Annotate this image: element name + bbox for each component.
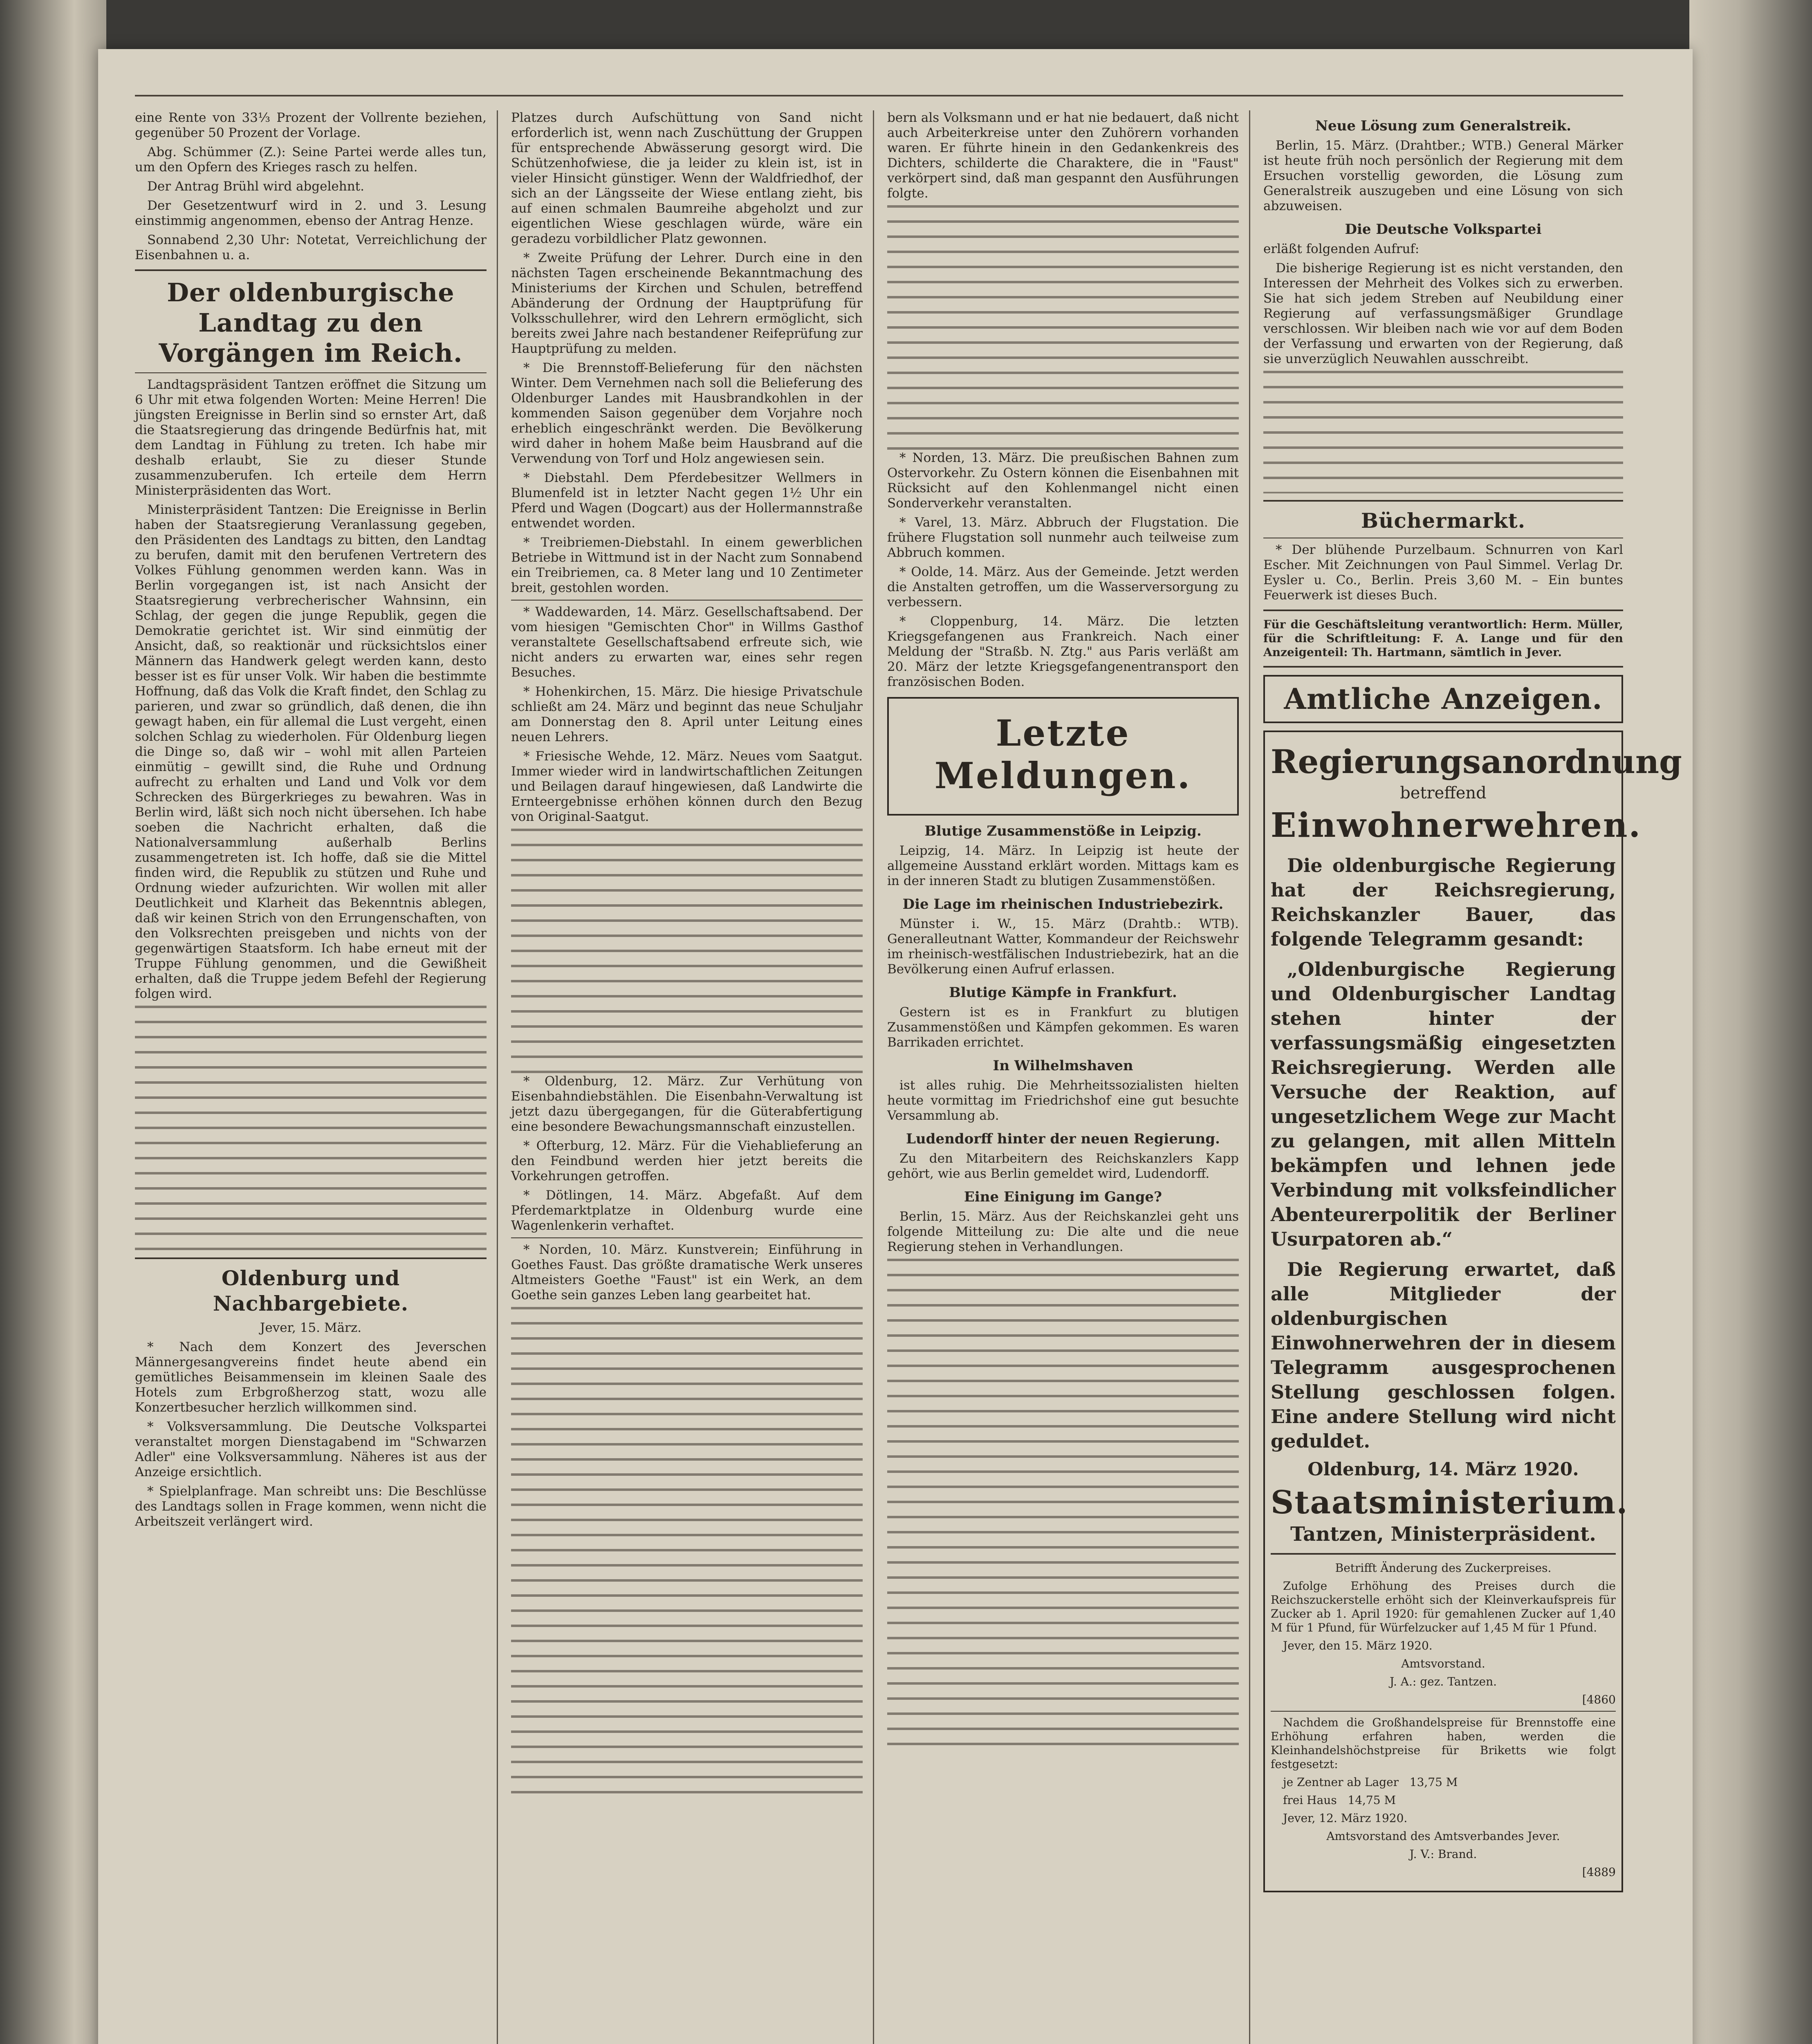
article-paragraph: Ministerpräsident Tantzen: Die Ereignisse in Berlin haben der Staatsregierung Veranlassung gegeben, den Präsidenten des Landtags zu bitten, den Landtag zu berufen, damit mit den berufenen Vertretern des Volkes Fühlung genommen werden kann. Was in Berlin vorgegangen ist, ist nach Ansicht der Staatsregierung verbrecherischer Wahnsinn, ein Schlag, der gegen die junge Republik, gegen die Demokratie gerichtet ist. Wir sind einmütig der Ansicht, daß, so reaktionär und rücksichtslos einer Männern das Handwerk gelegt werden kann, desto besser ist es für unser Volk. Wir haben die bestimmte Hoffnung, daß das Volk die Kraft findet, den Schlag zu parieren, und zwar so gründlich, daß denen, die ihn gewagt haben, ein für allemal die Lust vergeht, einen solchen Schlag zu wiederholen. Für Oldenburg liegen die Dinge so, daß wir – wohl mit allen Parteien einmütig – gewillt sind, die Ruhe und Ordnung aufrecht zu erhalten und Land und Volk vor dem Schrecken des Bürgerkrieges zu bewahren. Was in Berlin wird, läßt sich noch nicht übersehen. Ich habe soeben die Nachricht erhalten, daß die Nationalversammlung außerhalb Berlins zusammengetreten ist. Ich hoffe, daß sie die Mittel finden wird, die Republik zu stützen und Ruhe und Ordnung wieder aufzurichten. Wir wollen mit aller Deutlichkeit und Klarheit das Bekenntnis ablegen, daß wir keinen Strich von den Errungenschaften, von den Volksrechten preisgeben und nichts von der gegenwärtigen Staatsform. Ich habe erneut mit der Truppe Fühlung genommen, und die Gewißheit erhalten, daß die Truppe jedem Befehl der Regierung folgen wird. [135, 502, 487, 1001]
article-paragraph: * Diebstahl. Dem Pferdebesitzer Wellmers in Blumenfeld ist in letzter Nacht gegen 1½ Uhr ein Pferd und Wagen (Dogcart) aus der Hollermannstraße entwendet worden. [511, 471, 863, 531]
ad-authority: Staatsministerium. [1271, 1484, 1628, 1521]
section-divider [1271, 1553, 1616, 1555]
news-heading: Neue Lösung zum Generalstreik. [1315, 118, 1572, 134]
section-divider [1271, 1711, 1616, 1712]
article-paragraph: erläßt folgenden Aufruf: [1263, 242, 1420, 256]
column-2 [511, 110, 863, 2044]
news-text: Gestern ist es in Frankfurt zu blutigen Zusammenstößen und Kämpfen gekommen. Es waren Barrikaden errichtet. [887, 1005, 1239, 1050]
news-text: Münster i. W., 15. März (Drahtb.: WTB). Generalleutnant Watter, Kommandeur der Reichswehr im rheinisch-westfälischen Industriebezirk, hat an die Bevölkerung einen Aufruf erlassen. [887, 917, 1239, 977]
newspaper-sheet [98, 49, 1693, 2044]
article-paragraph: * Hohenkirchen, 15. März. Die hiesige Privatschule schließt am 24. März und beginnt das neue Schuljahr am Donnerstag den 8. April unter Leitung eines neuen Lehrers. [511, 684, 863, 744]
price-value: 13,75 M [1409, 1775, 1458, 1789]
news-heading: Eine Einigung im Gange? [964, 1189, 1162, 1205]
news-text: Berlin, 15. März. Aus der Reichskanzlei geht uns folgende Mitteilung zu: Die alte und die neue Regierung stehen in Verhandlungen. [887, 1209, 1239, 1254]
section-divider [511, 600, 863, 601]
continued-text [1263, 371, 1623, 493]
article-paragraph: * Die Brennstoff-Belieferung für den nächsten Winter. Dem Vernehmen nach soll die Belieferung des Oldenburger Landes mit Hausbrandkohlen in der kommenden Saison gegenüber dem Vorjahre noch erheblich eingeschränkt werden. Die Bevölkerung wird daher in hohem Maße beim Hausbrand auf die Verwendung von Torf und Holz angewiesen sein. [511, 361, 863, 466]
price-line [1271, 1775, 1616, 1789]
next-page-edge [1689, 0, 1812, 2044]
article-paragraph: * Cloppenburg, 14. März. Die letzten Kriegsgefangenen aus Frankreich. Nach einer Meldung der "Straßb. N. Ztg." aus Paris verläßt am 20. März der letzte Kriegsgefangenentransport den französischen Boden. [887, 614, 1239, 689]
ad-paragraph: Die oldenburgische Regierung hat der Reichsregierung, Reichskanzler Bauer, das folgende Telegramm gesandt: [1271, 854, 1616, 950]
notice-number: [4860 [1582, 1693, 1616, 1706]
article-paragraph: Berlin, 15. März. (Drahtber.; WTB.) General Märker ist heute früh noch persönlich der Regierung mit dem Ersuchen vorstellig geworden, die Lösung zum Generalstreik auszugeben und eine Lösung von sich abzuweisen. [1263, 138, 1623, 213]
notice-signed: J. V.: Brand. [1409, 1847, 1477, 1861]
article-paragraph: * Zweite Prüfung der Lehrer. Durch eine in den nächsten Tagen erscheinende Bekanntmachung des Ministeriums der Kirchen und Schulen, betreffend Abänderung der Ordnung der Hauptprüfung für Volksschullehrer, wird den Lehrern ermöglicht, sich bereits zwei Jahre nach bestandener Reifeprüfung zur Hauptprüfung zu melden. [511, 251, 863, 356]
book-binding [0, 0, 106, 2044]
top-rule [135, 95, 1623, 96]
official-notices-heading: Amtliche Anzeigen. [1284, 682, 1603, 716]
regierungsanordnung-ad [1263, 731, 1682, 1892]
news-text: Zu den Mitarbeitern des Reichskanzlers Kapp gehört, wie aus Berlin gemeldet wird, Ludendorff. [887, 1151, 1239, 1181]
column-3 [887, 110, 1239, 2044]
article-paragraph: * Oldenburg, 12. März. Zur Verhütung von Eisenbahndiebstählen. Die Eisenbahn-Verwaltung ist jetzt dazu übergegangen, für die Güterabfertigung eine besondere Bewachungsmannschaft einzustellen. [511, 1074, 863, 1134]
latest-news-box [887, 697, 1239, 816]
ad-title: Regierungsanordnung [1271, 742, 1682, 781]
ad-subject: Einwohnerwehren. [1271, 806, 1642, 845]
ad-paragraph: Die Regierung erwartet, daß alle Mitglieder der oldenburgischen Einwohnerwehren der in diesem Telegramm ausgesprochenen Stellung geschlossen folgen. Eine andere Stellung wird nicht geduldet. [1271, 1258, 1616, 1452]
section-divider [135, 269, 487, 271]
notice-text: Zufolge Erhöhung des Preises durch die Reichszuckerstelle erhöht sich der Kleinverkaufspreis für Zucker ab 1. April 1920: für gemahlenen Zucker auf 1,40 M für 1 Pfund, für Würfelzucker auf 1,45 M für 1 Pfund. [1271, 1579, 1616, 1634]
news-text: ist alles ruhig. Die Mehrheitssozialisten hielten heute vormittag im Friedrichshof eine gut besuchte Versammlung ab. [887, 1078, 1239, 1123]
column-rule [873, 110, 874, 2044]
article-paragraph: Sonnabend 2,30 Uhr: Notetat, Verreichlichung der Eisenbahnen u. a. [135, 233, 487, 262]
section-divider [1263, 610, 1623, 611]
column-4 [1263, 110, 1682, 2044]
news-heading: In Wilhelmshaven [993, 1058, 1133, 1074]
price-line [1271, 1793, 1616, 1807]
article-paragraph: * Der blühende Purzelbaum. Schnurren von Karl Escher. Mit Zeichnungen von Paul Simmel. Verlag Dr. Eysler u. Co., Berlin. Preis 3,60 M. – Ein buntes Feuerwerk ist dieses Buch. [1263, 542, 1623, 603]
article-paragraph: Die bisherige Regierung ist es nicht verstanden, den Interessen der Mehrheit des Volkes sich zu erwerben. Sie hat sich jedem Streben auf Neubildung einer Regierung auf verfassungsmäßiger Grundlage verschlossen. Wir bleiben nach wie vor auf dem Boden der Verfassung und erwarten von der Regierung, daß sie unverzüglich Neuwahlen ausschreibt. [1263, 261, 1623, 366]
dateline: Jever, 15. März. [260, 1320, 362, 1335]
notice-office: Amtsvorstand. [1401, 1657, 1485, 1670]
article-paragraph: Der Antrag Brühl wird abgelehnt. [147, 179, 364, 194]
section-divider [135, 1257, 487, 1259]
article-paragraph: * Volksversammlung. Die Deutsche Volkspartei veranstaltet morgen Dienstagabend im "Schwarzen Adler" eine Volksversammlung. Näheres ist aus der Anzeige ersichtlich. [135, 1419, 487, 1479]
article-paragraph: Der Gesetzentwurf wird in 2. und 3. Lesung einstimmig angenommen, ebenso der Antrag Henze. [135, 198, 487, 228]
article-paragraph: * Waddewarden, 14. März. Gesellschaftsabend. Der vom hiesigen "Gemischten Chor" in Willms Gasthof veranstaltete Gesellschaftsabend erfreute sich, wie nicht anders zu erwarten war, eines sehr regen Besuches. [511, 605, 863, 680]
ad-signature: Tantzen, Ministerpräsident. [1290, 1523, 1597, 1546]
article-paragraph: Landtagspräsident Tantzen eröffnet die Sitzung um 6 Uhr mit etwa folgenden Worten: Meine Herren! Die jüngsten Ereignisse in Berlin sind so ernster Art, daß die Staatsregierung das dringende Bedürfnis hat, mit dem Landtag in Fühlung zu treten. Ich habe mir deshalb erlaubt, Sie zu dieser Stunde zusammenzuberufen. Ich erteile dem Herrn Ministerpräsidenten das Wort. [135, 377, 487, 498]
news-heading: Blutige Kämpfe in Frankfurt. [949, 984, 1177, 1001]
official-notices-box [1263, 675, 1623, 723]
headline-landtag: Der oldenburgische Landtag zu den Vorgängen im Reich. [159, 278, 463, 368]
article-paragraph: * Norden, 10. März. Kunstverein; Einführung in Goethes Faust. Das größte dramatische Werk unseres Altmeisters Goethe "Faust" ist ein Werk, an dem Goethe sein ganzes Leben lang gearbeitet hat. [511, 1242, 863, 1302]
section-title-latest: Letzte Meldungen. [934, 712, 1192, 797]
article-paragraph: * Spielplanfrage. Man schreibt uns: Die Beschlüsse des Landtags sollen in Frage kommen, wenn nicht die Arbeitszeit verlängert wird. [135, 1484, 487, 1529]
section-divider [511, 1237, 863, 1238]
news-heading: Blutige Zusammenstöße in Leipzig. [924, 823, 1202, 839]
article-paragraph: eine Rente von 33⅓ Prozent der Vollrente beziehen, gegenüber 50 Prozent der Vorlage. [135, 110, 487, 140]
notice-place-date: Jever, 12. März 1920. [1283, 1811, 1408, 1825]
ad-date: Oldenburg, 14. März 1920. [1307, 1459, 1579, 1480]
news-text: Leipzig, 14. März. In Leipzig ist heute der allgemeine Ausstand erklärt worden. Mittags kam es in der inneren Stadt zu blutigen Zusammenstößen. [887, 843, 1239, 888]
imprint: Für die Geschäftsleitung verantwortlich: Herm. Müller, für die Schriftleitung: F. A. Lange und für den Anzeigenteil: Th. Hartmann, sämtlich in Jever. [1263, 618, 1623, 659]
news-heading: Die Deutsche Volkspartei [1345, 221, 1542, 238]
article-paragraph: * Dötlingen, 14. März. Abgefaßt. Auf dem Pferdemarktplatze in Oldenburg wurde eine Wagenlenkerin verhaftet. [511, 1188, 863, 1233]
news-heading: Ludendorff hinter der neuen Regierung. [906, 1131, 1220, 1147]
column-rule [1249, 110, 1250, 2044]
notice-number: [4889 [1582, 1865, 1616, 1879]
continued-text [511, 829, 863, 1074]
article-paragraph: * Oolde, 14. März. Aus der Gemeinde. Jetzt werden die Anstalten getroffen, um die Wasserversorgung zu verbessern. [887, 565, 1239, 610]
column-1 [135, 110, 487, 2044]
article-paragraph: * Ofterburg, 12. März. Für die Viehablieferung an den Feindbund werden hier jetzt bereits die Vorkehrungen getroffen. [511, 1139, 863, 1183]
continued-text [135, 1006, 487, 1251]
section-divider [1263, 500, 1623, 502]
continued-text [887, 1259, 1239, 1749]
notice-signed: J. A.: gez. Tantzen. [1389, 1675, 1497, 1688]
notice-place-date: Jever, den 15. März 1920. [1283, 1639, 1433, 1652]
ad-subtitle: betreffend [1400, 784, 1487, 802]
section-divider [135, 372, 487, 373]
ad-paragraph: „Oldenburgische Regierung und Oldenburgischer Landtag stehen hinter der verfassungsmäßig eingesetzten Reichsregierung. Werden alle Versuche der Reaktion, auf ungesetzlichem Wege zur Macht zu gelangen, mit allen Mitteln bekämpfen und lehnen jede Verbindung mit volksfeindlicher Abenteurerpolitik der Berliner Usurpatoren ab.“ [1271, 958, 1616, 1250]
article-paragraph: * Norden, 13. März. Die preußischen Bahnen zum Ostervorkehr. Zu Ostern können die Eisenbahnen mit Rücksicht auf den Kohlenmangel nicht einen Sonderverkehr veranstalten. [887, 450, 1239, 511]
books-heading: Büchermarkt. [1361, 509, 1526, 533]
article-paragraph: * Friesische Wehde, 12. März. Neues vom Saatgut. Immer wieder wird in landwirtschaftlichen Zeitungen und Beilagen darauf hingewiesen, daß Landwirte die Ernteergebnisse erhöhen können durch den Bezug von Original-Saatgut. [511, 749, 863, 824]
notice-office: Amtsvorstand des Amtsverbandes Jever. [1326, 1829, 1560, 1843]
column-rule [497, 110, 498, 2044]
article-paragraph: Abg. Schümmer (Z.): Seine Partei werde alles tun, um den Opfern des Krieges rasch zu helfen. [135, 145, 487, 175]
price-value: 14,75 M [1348, 1793, 1396, 1807]
price-label: frei Haus [1283, 1793, 1337, 1807]
notice-text: Nachdem die Großhandelspreise für Brennstoffe eine Erhöhung erfahren haben, werden die Kleinhandelshöchstpreise für Briketts wie folgt festgesetzt: [1271, 1716, 1616, 1771]
headline-oldenburg: Oldenburg und Nachbargebiete. [213, 1266, 409, 1316]
continued-text [511, 1307, 863, 1797]
article-paragraph: * Treibriemen-Diebstahl. In einem gewerblichen Betriebe in Wittmund ist in der Nacht zum Sonnabend ein Treibriemen, ca. 8 Meter lang und 10 Zentimeter breit, gestohlen worden. [511, 535, 863, 595]
news-heading: Die Lage im rheinischen Industriebezirk. [902, 896, 1224, 912]
article-paragraph: Platzes durch Aufschüttung von Sand nicht erforderlich ist, wenn nach Zuschüttung der Gruppen für entsprechende Abwässerung gesorgt wird. Die Schützenhofwiese, die ja leider zu klein ist, ist in vieler Hinsicht günstiger. Wenn der Waldfriedhof, der sich an der Längsseite der Wiese entlang zieht, bis auf einen schmalen Baumreihe abgeholzt und zur eigentlichen Wiese geschlagen würde, wäre ein geradezu vorbildlicher Platz gewonnen. [511, 110, 863, 246]
article-paragraph: bern als Volksmann und er hat nie bedauert, daß nicht auch Arbeiterkreise unter den Zuhörern vorhanden waren. Er führte hinein in den Gedankenkreis des Dichters, schilderte die Charaktere, die in "Faust" verkörpert sind, daß man gespannt den Ausführungen folgte. [887, 110, 1239, 201]
continued-text [887, 205, 1239, 450]
notice-title: Betrifft Änderung des Zuckerpreises. [1335, 1561, 1552, 1575]
section-divider [1263, 666, 1623, 668]
price-label: je Zentner ab Lager [1283, 1775, 1399, 1789]
article-paragraph: * Nach dem Konzert des Jeverschen Männergesangvereins findet heute abend ein gemütliches Beisammensein im kleinen Saale des Hotels zum Erbgroßherzog statt, wozu alle Konzertbesucher herzlich willkommen sind. [135, 1340, 487, 1415]
article-paragraph: * Varel, 13. März. Abbruch der Flugstation. Die frühere Flugstation soll nunmehr auch teilweise zum Abbruch kommen. [887, 515, 1239, 560]
